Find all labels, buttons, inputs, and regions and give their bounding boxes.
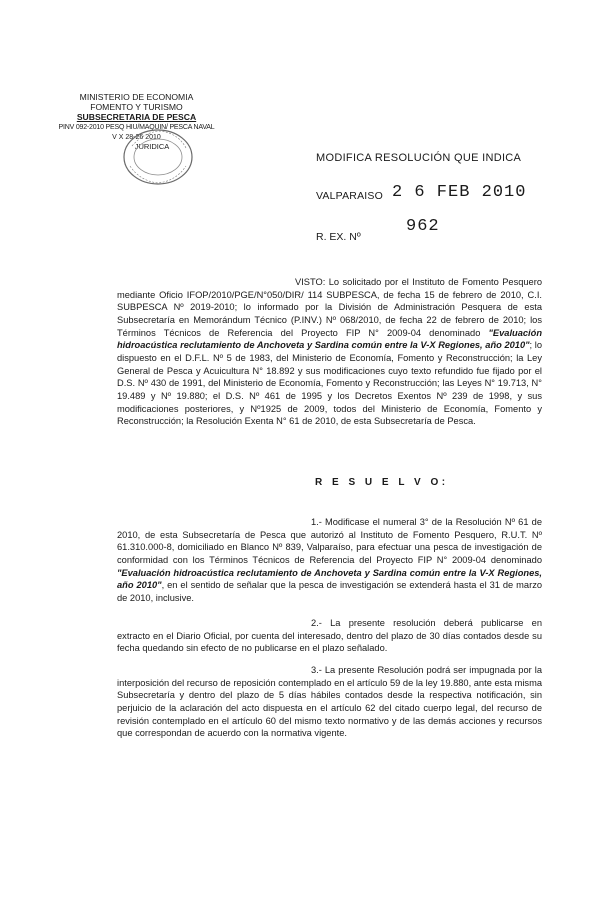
resolution-item-1 [117,516,542,605]
item-1-text-start: 1.- Modificase el numeral 3° de la Resolución Nº 61 de 2010, de esta Subsecretaría de Pesca que autorizó al Instituto de Fomento Pesquero, R.U.T. Nº 61.310.000-8, domiciliado en Blanco Nº 839, Valparaíso, para efectuar una pesca de investigación de conformidad con los Términos Técnicos de Referencia del Proyecto FIP N° 2009-04 denominado [117,517,542,565]
header-juridica: JURIDICA [134,142,170,151]
item-1-project-title: "Evaluación hidroacústica reclutamiento de Anchoveta y Sardina común entre la V-X Regiones, año 2010" [117,567,542,591]
item-1-text-end: , en el sentido de señalar que la pesca de investigación se extenderá hasta el 31 de marzo de 2010, inclusive. [117,580,543,603]
resolution-item-2: 2.- La presente resolución deberá publicarse en extracto en el Diario Oficial, por cuenta del interesado, dentro del plazo de 30 días contados desde su fecha quedando sin efecto de no publicarse en el plazo señalado. [117,618,542,654]
header-subsecretaria: SUBSECRETARIA DE PESCA [76,112,197,122]
resuelvo-heading: R E S U E L V O: [315,477,449,488]
header-fomento: FOMENTO Y TURISMO [90,102,183,112]
header-ref2: V X 28-26 2010 [112,134,161,141]
place-label: VALPARAISO [316,190,383,202]
visto-project-title: "Evaluación hidroacústica reclutamiento de Anchoveta y Sardina común entre la V-X Regiones, año 2010" [117,327,542,351]
visto-text-start: VISTO: Lo solicitado por el Instituto de Fomento Pesquero mediante Oficio IFOP/2010/PGE/N°050/DIR/ 114 SUBPESCA, de fecha 15 de febrero de 2010, C.I. SUBPESCA Nº 2019-2010; lo informado por la División de Administración Pesquera de esta Subsecretaría en Memorándum Técnico (P.INV.) Nº 068/2010, de fecha 22 de febrero de 2010; los Términos Técnicos de Referencia del Proyecto FIP N° 2009-04 denominado [117,277,542,338]
resolution-label: R. EX. Nº [316,231,361,243]
visto-text-end: ; lo dispuesto en el D.F.L. Nº 5 de 1983, del Ministerio de Economía, Fomento y Reconstrucción; la Ley General de Pesca y Acuicultura N° 18.892 y sus modificaciones cuyo texto refundido fue fijado por el D.S. Nº 430 de 1991, del Ministerio de Economía, Fomento y Reconstrucción; las Leyes N° 19.713, N° 19.489 y Nº 19.880; el D.S. Nº 461 de 1995 y los Decretos Exentos Nº 239 de 1998, y sus modificaciones posteriores, y Nº1925 de 2009, todos del Ministerio de Economía, Fomento y Reconstrucción; la Resolución Exenta N° 61 de 2010, de esta Subsecretaría de Pesca. [117,340,543,427]
document-title: MODIFICA RESOLUCIÓN QUE INDICA [316,152,522,164]
document-date: 2 6 FEB 2010 [392,183,527,202]
resolution-number: 962 [406,217,440,236]
header-ref: PINV 092-2010 PESQ HIU/MAQUIN/ PESCA NAVAL [58,124,215,131]
resolution-item-3: 3.- La presente Resolución podrá ser impugnada por la interposición del recurso de reposición contemplado en el artículo 59 de la ley 19.880, ante esta misma Subsecretaría y dentro del plazo de 5 días hábiles contados desde la respectiva notificación, sin perjuicio de la aclaración del acto dispuesta en el artículo 62 del citado cuerpo legal, del recurso de revisión contemplado en el artículo 60 del mismo texto normativo y de las demás acciones y recursos que correspondan de acuerdo con la normativa vigente. [117,665,542,739]
header-ministry: MINISTERIO DE ECONOMIA [79,92,194,102]
visto-paragraph [117,276,542,428]
seal-stamp-icon [120,126,196,188]
